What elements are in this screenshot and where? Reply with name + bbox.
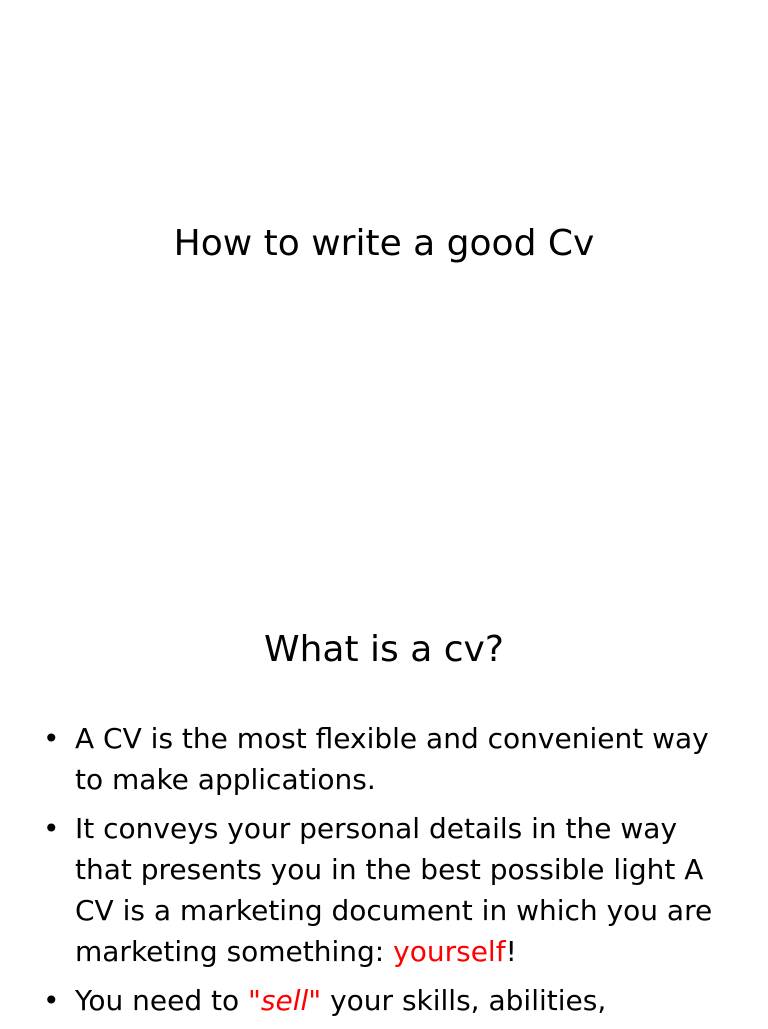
highlight-text: yourself	[393, 935, 506, 968]
slide-2	[0, 512, 768, 1024]
bullet-text: It conveys your personal details in the way that presents you in the best possible light A CV is a marketing document in which you are marketing something:	[75, 812, 713, 968]
slide-1	[0, 0, 768, 512]
bullet-item-2	[40, 808, 720, 972]
bullet-icon: •	[43, 722, 60, 755]
bullet-item-1	[40, 718, 720, 800]
bullet-text-end: your skills, abilities,	[321, 984, 607, 1017]
bullet-text-end: !	[505, 935, 517, 968]
bullet-text: You need to	[75, 984, 249, 1017]
slide-1-title: How to write a good Cv	[173, 223, 595, 264]
bullet-item-3	[40, 980, 720, 1021]
highlight-text: "sell"	[248, 984, 322, 1017]
bullet-text: A CV is the most flexible and convenient way to make applications.	[75, 722, 709, 796]
bullet-icon: •	[43, 812, 60, 845]
bullet-icon: •	[43, 984, 60, 1017]
slide-2-title: What is a cv?	[264, 629, 504, 670]
bullet-list	[40, 718, 720, 1029]
